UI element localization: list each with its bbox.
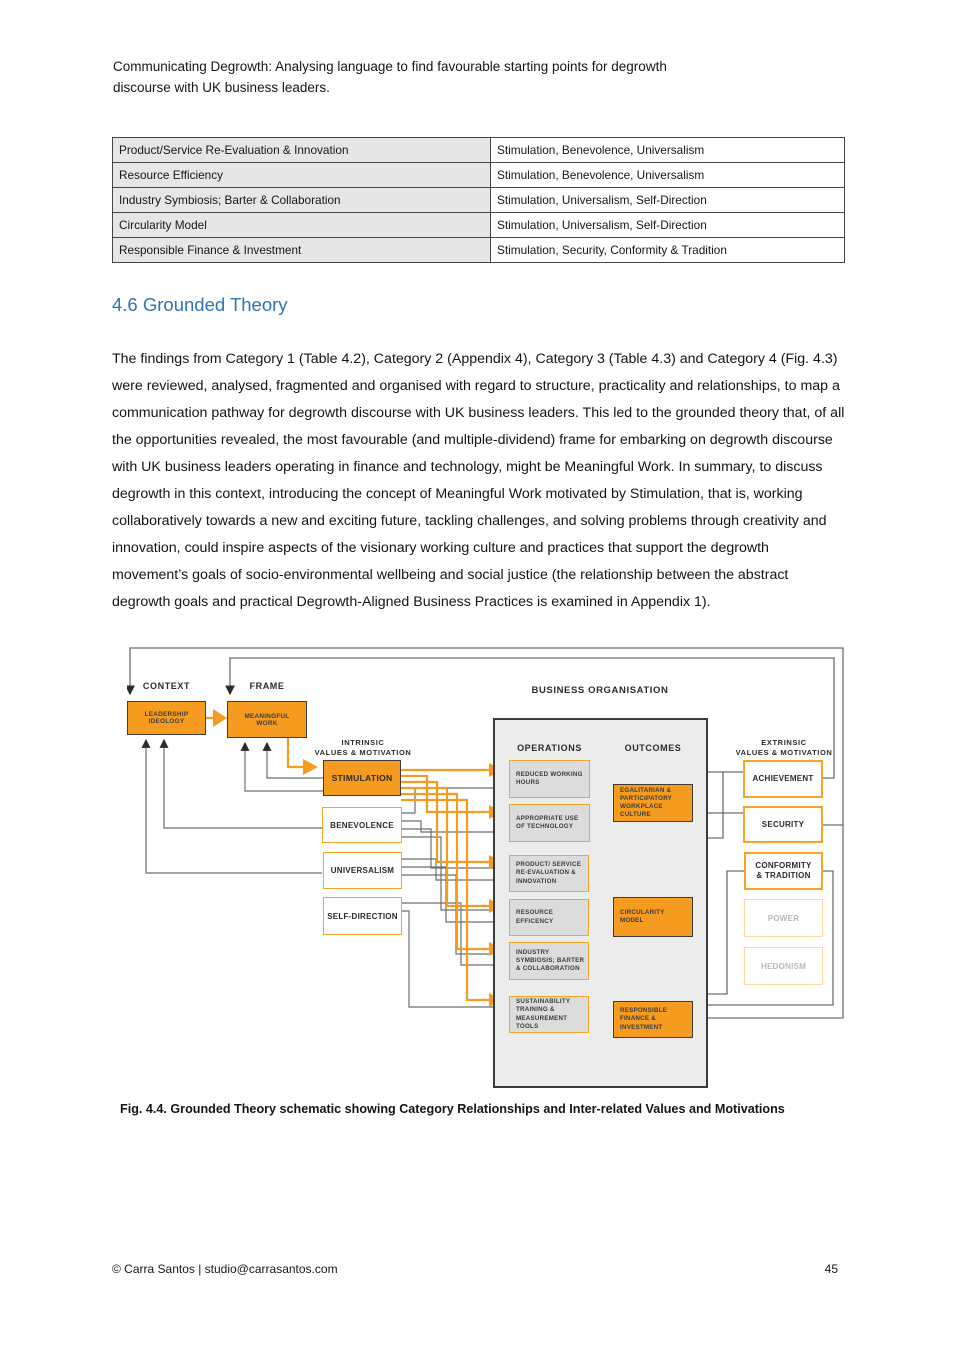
practice-cell: Resource Efficiency <box>113 163 491 188</box>
figure-caption: Fig. 4.4. Grounded Theory schematic showing Category Relationships and Inter-related Values and Motivations <box>120 1102 785 1116</box>
table-row <box>113 213 845 238</box>
running-header <box>113 56 713 98</box>
intrinsic-line-1: INTRINSIC <box>341 738 385 747</box>
stimulation-box: STIMULATION <box>323 760 401 796</box>
table-row <box>113 138 845 163</box>
operations-box-industry-symbiosis: INDUSTRY SYMBIOSIS; BARTER & COLLABORATION <box>509 942 589 980</box>
meaningful-work-box: MEANINGFUL WORK <box>227 701 307 738</box>
values-cell: Stimulation, Universalism, Self-Direction <box>491 213 845 238</box>
table-row <box>113 163 845 188</box>
table-row <box>113 238 845 263</box>
grounded-theory-figure <box>127 645 845 1090</box>
outcomes-label: OUTCOMES <box>624 743 682 753</box>
values-cell: Stimulation, Universalism, Self-Direction <box>491 188 845 213</box>
footer-page-number: 45 <box>824 1262 838 1276</box>
values-cell: Stimulation, Security, Conformity & Tradition <box>491 238 845 263</box>
outcome-box-circularity-model: CIRCULARITY MODEL <box>613 897 693 937</box>
outcome-box-egalitarian-culture: EGALITARIAN & PARTICIPATORY WORKPLACE CULTURE <box>613 784 693 822</box>
practice-cell: Circularity Model <box>113 213 491 238</box>
achievement-box: ACHIEVEMENT <box>743 760 823 798</box>
outcome-box-responsible-finance: RESPONSIBLE FINANCE & INVESTMENT <box>613 1001 693 1038</box>
section-heading: 4.6 Grounded Theory <box>112 294 288 315</box>
security-box: SECURITY <box>743 806 823 843</box>
practice-cell: Product/Service Re-Evaluation & Innovation <box>113 138 491 163</box>
intrinsic-values-label <box>303 738 423 758</box>
operations-label: OPERATIONS <box>517 743 582 753</box>
benevolence-box: BENEVOLENCE <box>322 807 402 843</box>
extrinsic-line-2: VALUES & MOTIVATION <box>735 748 833 758</box>
leadership-ideology-box: LEADERSHIP IDEOLOGY <box>127 701 206 735</box>
conformity-tradition-box: CONFORMITY & TRADITION <box>744 852 823 890</box>
context-label: CONTEXT <box>142 681 191 691</box>
hedonism-box: HEDONISM <box>744 947 823 985</box>
practice-cell: Responsible Finance & Investment <box>113 238 491 263</box>
intrinsic-line-2: VALUES & MOTIVATION <box>314 748 412 758</box>
self-direction-box: SELF-DIRECTION <box>323 897 402 935</box>
operations-box-resource-efficiency: RESOURCE EFFICENCY <box>509 899 589 936</box>
operations-box-product-service: PRODUCT/ SERVICE RE-EVALUATION & INNOVATION <box>509 855 589 892</box>
table-row <box>113 188 845 213</box>
power-box: POWER <box>744 899 823 937</box>
footer-copyright: © Carra Santos | studio@carrasantos.com <box>112 1262 338 1276</box>
operations-box-reduced-working-hours: REDUCED WORKING HOURS <box>509 760 590 798</box>
frame-label: FRAME <box>249 681 285 691</box>
operations-box-appropriate-technology: APPROPRIATE USE OF TECHNOLOGY <box>509 804 590 842</box>
universalism-box: UNIVERSALISM <box>323 852 402 889</box>
practice-cell: Industry Symbiosis; Barter & Collaboration <box>113 188 491 213</box>
body-paragraph: The findings from Category 1 (Table 4.2), Category 2 (Appendix 4), Category 3 (Table 4.3) and Category 4 (Fig. 4.3) were reviewed, analysed, fragmented and organised with regard to structure, practicality and relationships, to map a communication pathway for degrowth discourse with UK business leaders. This led to the grounded theory that, of all the opportunities revealed, the most favourable (and multiple-dividend) frame for embarking on degrowth discourse with UK business leaders operating in finance and technology, might be Meaningful Work. In summary, to discuss degrowth in this context, introducing the concept of Meaningful Work motivated by Stimulation, that is, working collaboratively towards a new and exciting future, tackling challenges, and solving problems through creativity and innovation, could inspire aspects of the visionary working culture and practices that support the degrowth movement’s goals of socio-environmental wellbeing and social justice (the relationship between the abstract degrowth goals and practical Degrowth-Aligned Business Practices is examined in Appendix 1). <box>112 351 845 610</box>
practices-values-table <box>112 137 845 263</box>
business-organisation-label: BUSINESS ORGANISATION <box>531 685 669 696</box>
operations-box-sustainability-training: SUSTAINABILITY TRAINING & MEASUREMENT TOOLS <box>509 996 589 1033</box>
header-line-1: Communicating Degrowth: Analysing language to find favourable starting points for degrowth <box>113 59 667 74</box>
extrinsic-line-1: EXTRINSIC <box>761 738 807 747</box>
extrinsic-values-label <box>724 738 844 758</box>
header-line-2: discourse with UK business leaders. <box>113 80 330 95</box>
values-cell: Stimulation, Benevolence, Universalism <box>491 138 845 163</box>
values-cell: Stimulation, Benevolence, Universalism <box>491 163 845 188</box>
